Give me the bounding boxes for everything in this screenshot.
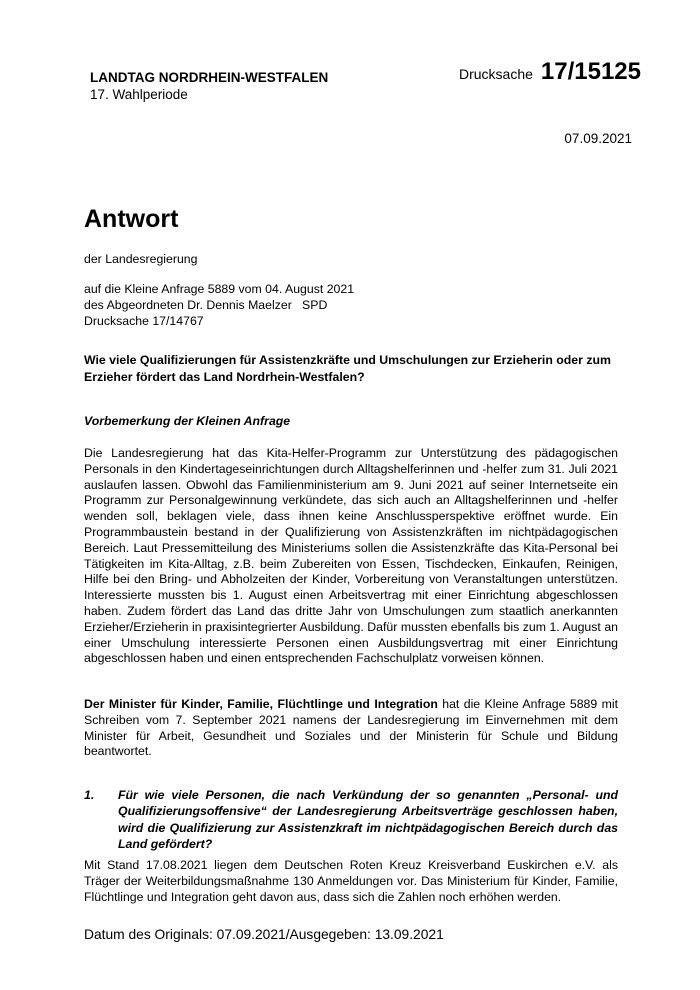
minister-name: Der Minister für Kinder, Familie, Flüchtlinge und Integration [84, 697, 438, 711]
drucksache-label: Drucksache [458, 66, 533, 82]
question-title: Wie viele Qualifizierungen für Assistenzkräfte und Umschulungen zur Erzieherin oder zum Erzieher fördert das Land Nordrhein-Westfalen? [84, 353, 611, 384]
minister-intro-text: hat die Kleine Anfrage 5889 mit Schreiben vom 7. September 2021 namens der Landesregierung im Einvernehmen mit dem Minister für Arbeit, Gesundheit und Soziales und der Ministerin für Schule und Bildung beantwortet. [84, 697, 618, 759]
inquiry-line-2: des Abgeordneten Dr. Dennis Maelzer SPD [84, 298, 328, 312]
minister-intro [84, 697, 618, 760]
parliament-name: LANDTAG NORDRHEIN-WESTFALEN [90, 70, 329, 85]
subtitle: der Landesregierung [84, 252, 198, 266]
preliminary-heading: Vorbemerkung der Kleinen Anfrage [84, 414, 291, 428]
question-1 [84, 787, 618, 853]
footer-dates: Datum des Originals: 07.09.2021/Ausgegeben: 13.09.2021 [84, 927, 444, 942]
answer-1: Mit Stand 17.08.2021 liegen dem Deutschen Roten Kreuz Kreisverband Euskirchen e.V. als Träger der Weiterbildungsmaßnahme 130 Anmeldungen vor. Das Ministerium für Kinder, Familie, Flüchtlinge und Integration geht davon aus, dass sich die Zahlen noch erhöhen werden. [84, 858, 618, 904]
document-date: 07.09.2021 [564, 131, 632, 146]
page-title: Antwort [84, 205, 179, 233]
inquiry-line-1: auf die Kleine Anfrage 5889 vom 04. August 2021 [84, 282, 355, 296]
question-1-text: Für wie viele Personen, die nach Verkündung der so genannten „Personal- und Qualifizierungsoffensive“ der Landesregierung Arbeitsverträge geschlossen haben, wird die Qualifizierung zur Assistenzkraft im nichtpädagogischen Bereich durch das Land gefördert? [118, 788, 618, 852]
drucksache-number: 17/15125 [540, 58, 641, 85]
inquiry-reference [84, 281, 354, 329]
preliminary-text: Die Landesregierung hat das Kita-Helfer-Programm zur Unterstützung des pädagogischen Personals in den Kindertageseinrichtungen durch Alltagshelferinnen und -helfer zum 31. Juli 2021 auslaufen lassen. Obwohl das Familienministerium am 9. Juni 2021 auf seiner Internetseite ein Programm zur Personalgewinnung verkündete, das sich auch an Alltagshelferinnen und -helfer wenden soll, beklagen viele, dass ihnen keine Anschlussperspektive eröffnet wurde. Ein Programmbaustein bestand in der Qualifizierung von Assistenzkräften im nichtpädagogischen Bereich. Laut Pressemitteilung des Ministeriums sollen die Assistenzkräfte das Kita-Personal bei Tätigkeiten im Kita-Alltag, z.B. beim Zubereiten von Essen, Tischdecken, Einkaufen, Reinigen, Hilfe bei den Bring- und Abholzeiten der Kinder, Vorbereitung von Veranstaltungen unterstützen. Interessierte mussten bis 1. August einen Arbeitsvertrag mit einer Einrichtung abgeschlossen haben. Zudem fördert das Land das dritte Jahr von Umschulungen zum staatlich anerkannten Erzieher/Erzieherin in praxisintegrierter Ausbildung. Dafür mussten ebenfalls bis zum 1. August an einer Umschulung interessierte Personen einen Ausbildungsvertrag mit einer Einrichtung abgeschlossen haben und einen entsprechenden Fachschulplatz vorweisen können. [84, 446, 618, 666]
drucksache-block [459, 58, 641, 86]
question-1-number: 1. [84, 788, 95, 802]
legislative-period: 17. Wahlperiode [90, 87, 188, 102]
inquiry-line-3: Drucksache 17/14767 [84, 314, 204, 328]
